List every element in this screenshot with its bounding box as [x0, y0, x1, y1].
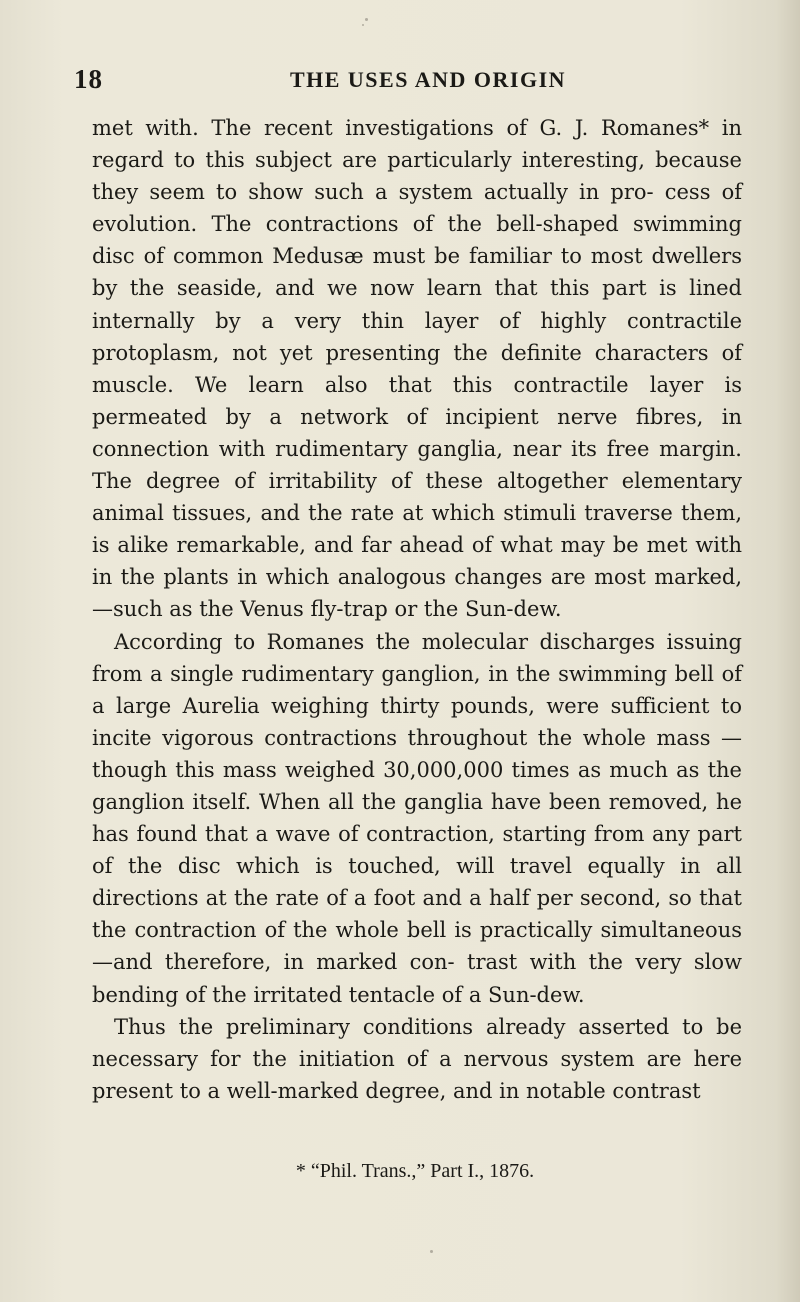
paragraph: According to Romanes the molecular discharges issuing from a single rudimentary ganglion, in the swimming bell of a large Aurelia weighing thirty pounds, were sufficient to incite vigorous contractions throughout the whole mass —though this mass weighed 30,000,000 times as much as the ganglion itself. When all the ganglia have been removed, he has found that a wave of contraction, starting from any part of the disc which is touched, will travel equally in all directions at the rate of a foot and a half per second, so that the contraction of the whole bell is practically simultaneous—and therefore, in marked con- trast with the very slow bending of the irritated tentacle of a Sun-dew.: [92, 629, 742, 1007]
page-number: 18: [74, 64, 103, 94]
running-title: THE USES AND ORIGIN: [289, 67, 567, 92]
page-header: [74, 64, 742, 104]
body-text: [92, 112, 742, 1107]
paper-speck: [365, 18, 368, 21]
paper-speck: [362, 24, 364, 26]
paper-speck: [430, 1250, 433, 1253]
footnote: * “Phil. Trans.,” Part I., 1876.: [295, 1160, 535, 1182]
paragraph: met with. The recent investigations of G. J. Romanes* in regard to this subject are particularly interesting, because they seem to show such a system actually in pro- cess of evolution. The contractions of the bell-shaped swimming disc of common Medusæ must be familiar to most dwellers by the seaside, and we now learn that this part is lined internally by a very thin layer of highly contractile protoplasm, not yet presenting the definite characters of muscle. We learn also that this contractile layer is permeated by a network of incipient nerve fibres, in connection with rudimentary ganglia, near its free margin. The degree of irritability of these altogether elementary animal tissues, and the rate at which stimuli traverse them, is alike remarkable, and far ahead of what may be met with in the plants in which analogous changes are most marked,—such as the Venus fly-trap or the Sun-dew.: [92, 116, 742, 622]
paragraph: Thus the preliminary conditions already asserted to be necessary for the initiation of a nervous system are here present to a well-marked degree, and in notable contrast: [92, 1014, 742, 1103]
